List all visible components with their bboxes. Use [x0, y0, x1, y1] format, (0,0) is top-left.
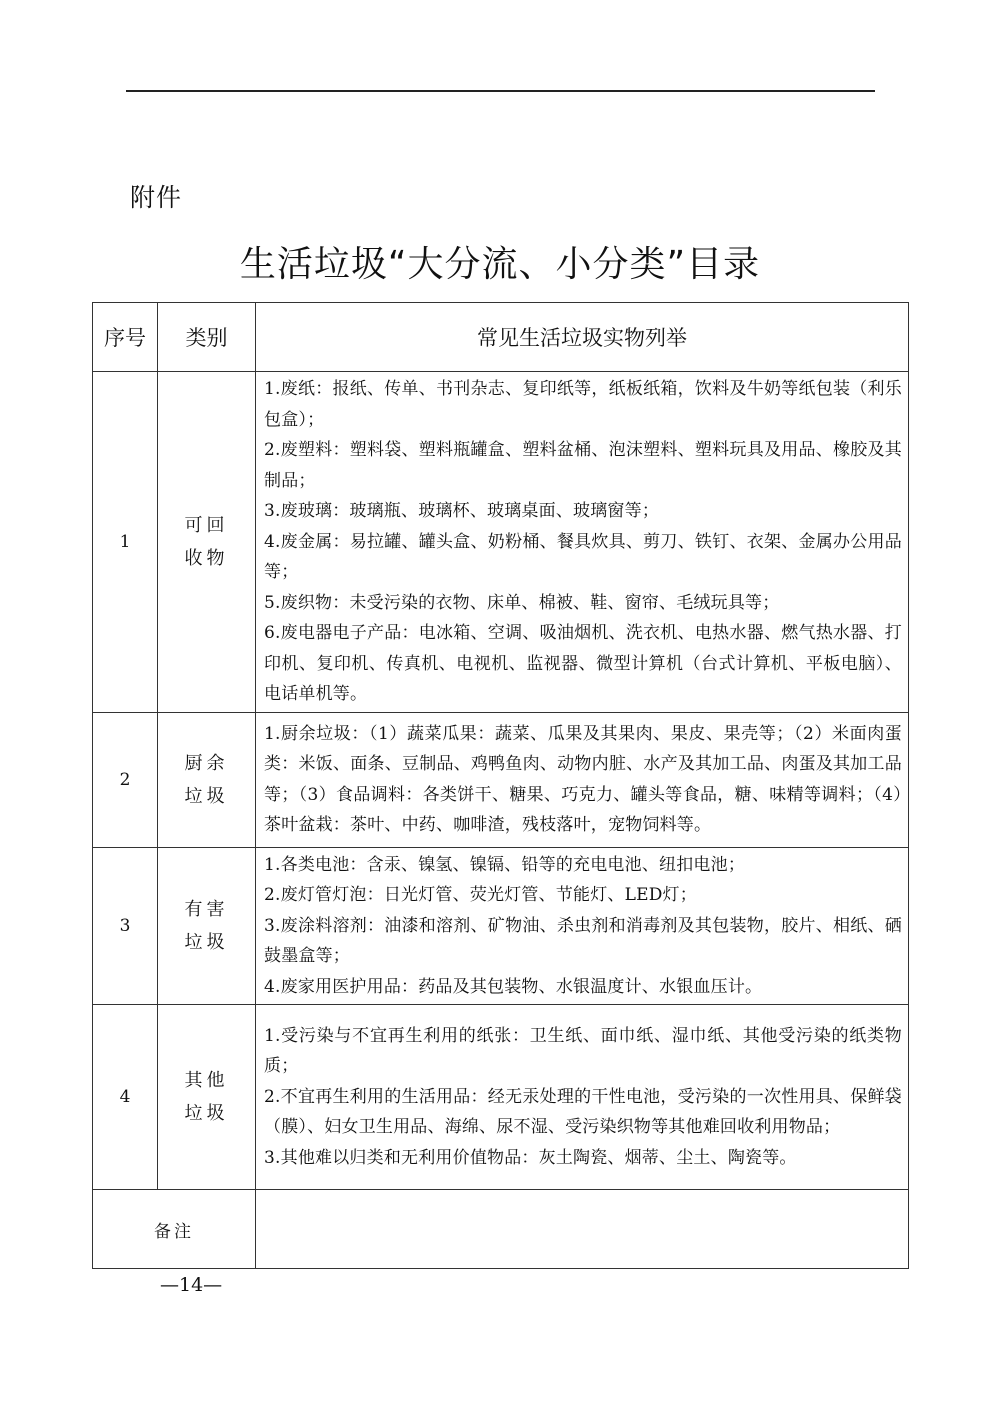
item-line: 2.废塑料：塑料袋、塑料瓶罐盒、塑料盆桶、泡沫塑料、塑料玩具及用品、橡胶及其制品； [264, 440, 902, 491]
row-category [158, 372, 256, 713]
row-items [256, 712, 909, 847]
table-header-row [93, 303, 909, 372]
row-items [256, 847, 909, 1005]
item-line: 3.废玻璃：玻璃瓶、玻璃杯、玻璃桌面、玻璃窗等； [264, 501, 660, 521]
note-label: 备注 [93, 1190, 256, 1269]
row-category [158, 712, 256, 847]
item-line: 1.各类电池：含汞、镍氢、镍镉、铅等的充电电池、纽扣电池； [264, 854, 746, 875]
item-line: 3.废涂料溶剂：油漆和溶剂、矿物油、杀虫剂和消毒剂及其包装物，胶片、相纸、硒鼓墨盒等； [264, 915, 902, 966]
item-line: 2.不宜再生利用的生活用品：经无汞处理的干性电池，受污染的一次性用具、保鲜袋（膜）、妇女卫生用品、海绵、尿不湿、受污染织物等其他难回收利用物品； [264, 1086, 902, 1138]
item-line: 3.其他难以归类和无利用价值物品：灰土陶瓷、烟蒂、尘土、陶瓷等。 [264, 1147, 797, 1168]
row-items [256, 372, 909, 713]
item-line: 2.废灯管灯泡：日光灯管、荧光灯管、节能灯、LED灯； [264, 885, 697, 905]
page-number: —14— [160, 1274, 223, 1296]
item-line: 6.废电器电子产品：电冰箱、空调、吸油烟机、洗衣机、电热水器、燃气热水器、打印机、复印机、传真机、电视机、监视器、微型计算机（台式计算机、平板电脑）、电话单机等。 [264, 623, 902, 704]
header-no: 序号 [93, 303, 158, 372]
header-rule [126, 90, 875, 92]
header-category: 类别 [158, 303, 256, 372]
table-row [93, 372, 909, 713]
attachment-label: 附件 [130, 183, 183, 212]
table-row [93, 847, 909, 1005]
row-category [158, 847, 256, 1005]
document-title: 生活垃圾“大分流、小分类”目录 [239, 244, 761, 285]
item-line: 1.厨余垃圾：（1）蔬菜瓜果：蔬菜、瓜果及其果肉、果皮、果壳等；（2）米面肉蛋类：米饭、面条、豆制品、鸡鸭鱼肉、动物内脏、水产及其加工品、肉蛋及其加工品等；（3）食品调料：各类饼干、糖果、巧克力、罐头等食品，糖、味精等调料；（4）茶叶盆栽：茶叶、中药、咖啡渣，残枝落叶，宠物饲料等。 [264, 723, 902, 835]
row-number: 1 [93, 372, 158, 713]
category-label: 可回收物 [184, 514, 229, 569]
category-label: 其他垃圾 [184, 1070, 229, 1124]
waste-catalog-table [92, 302, 909, 1269]
item-line: 5.废织物：未受污染的衣物、床单、棉被、鞋、窗帘、毛绒玩具等； [264, 592, 780, 613]
header-items: 常见生活垃圾实物列举 [256, 303, 909, 372]
item-line: 1.废纸：报纸、传单、书刊杂志、复印纸等，纸板纸箱，饮料及牛奶等纸包装（利乐包盒）； [264, 379, 902, 430]
note-row [93, 1190, 909, 1269]
table-row [93, 712, 909, 847]
row-number: 3 [93, 847, 158, 1005]
table-row [93, 1005, 909, 1190]
item-line: 4.废家用医护用品：药品及其包装物、水银温度计、水银血压计。 [264, 976, 763, 997]
item-line: 1.受污染与不宜再生利用的纸张：卫生纸、面巾纸、湿巾纸、其他受污染的纸类物质； [264, 1025, 902, 1077]
note-value [256, 1190, 909, 1269]
row-items [256, 1005, 909, 1190]
row-number: 4 [93, 1005, 158, 1190]
category-label: 有害垃圾 [184, 898, 229, 953]
row-number: 2 [93, 712, 158, 847]
item-line: 4.废金属：易拉罐、罐头盒、奶粉桶、餐具炊具、剪刀、铁钉、衣架、金属办公用品等； [264, 531, 902, 582]
category-label: 厨余垃圾 [184, 752, 229, 807]
row-category [158, 1005, 256, 1190]
